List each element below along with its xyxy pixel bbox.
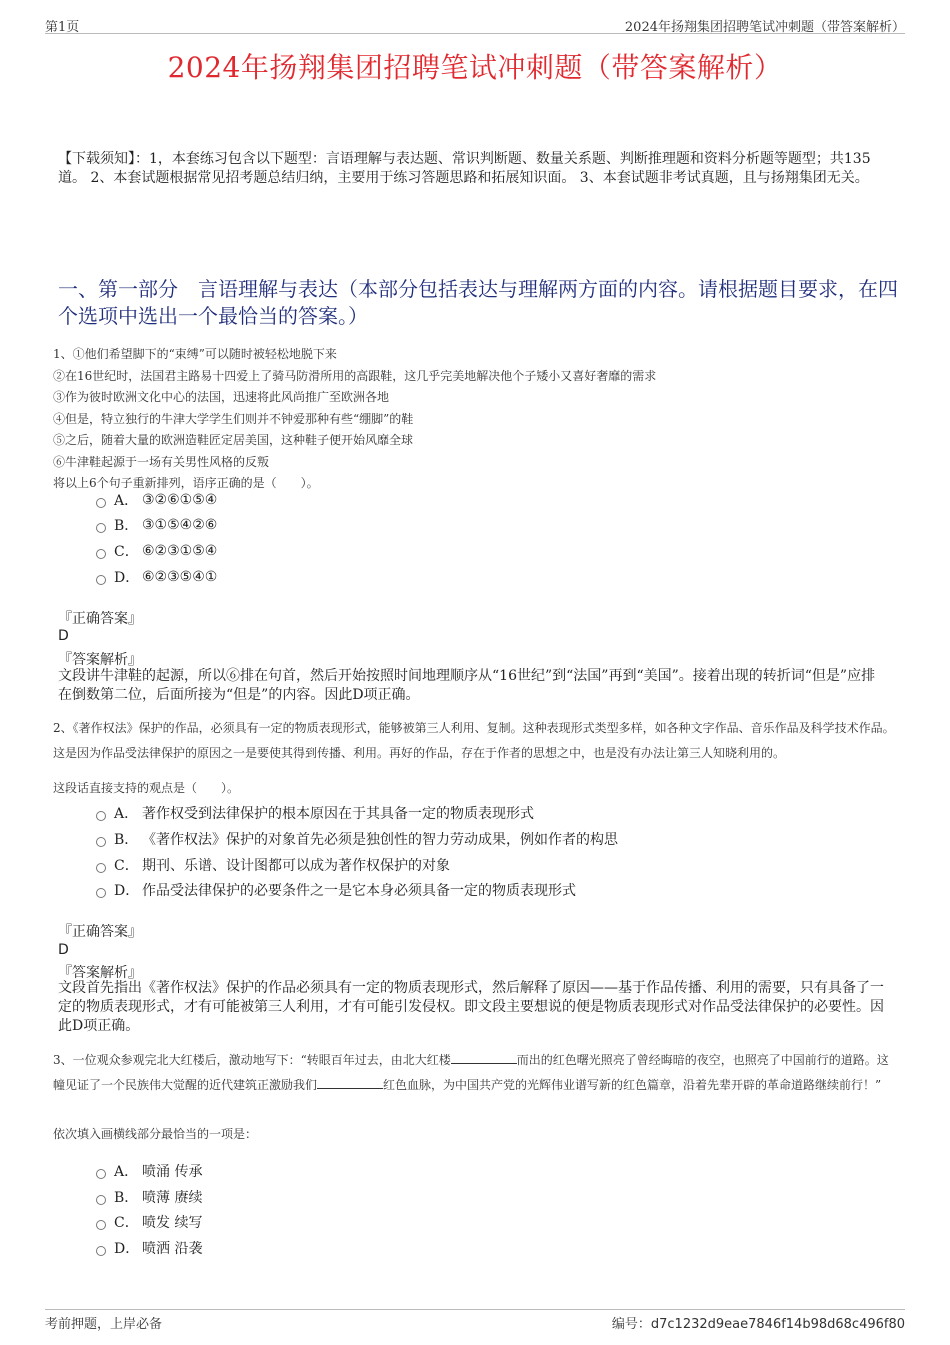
radio-icon[interactable] <box>96 523 106 533</box>
radio-icon[interactable] <box>96 1195 106 1205</box>
footer-slogan: 考前押题，上岸必备 <box>45 1317 163 1332</box>
option-letter: B． <box>114 832 139 848</box>
q2-question-text: 这段话直接支持的观点是（ ）。 <box>53 781 240 795</box>
q1-line: 1、①他们希望脚下的“束缚”可以随时被轻松地脱下来 <box>53 347 337 361</box>
option-text: 著作权受到法律保护的根本原因在于其具备一定的物质表现形式 <box>142 806 534 822</box>
radio-icon[interactable] <box>96 811 106 821</box>
q1-line: ⑥牛津鞋起源于一场有关男性风格的反叛 <box>53 454 270 469</box>
section-heading: 一、第一部分 言语理解与表达（本部分包括表达与理解两方面的内容。请根据题目要求，在四个选项中选出一个最恰当的答案。） <box>58 277 898 328</box>
radio-icon[interactable] <box>96 549 106 559</box>
q2-option-d[interactable] <box>96 880 576 900</box>
q2-answer: D <box>58 942 69 958</box>
option-letter: D． <box>114 883 140 899</box>
q1-line: ④但是，特立独行的牛津大学学生们则并不钟爱那种有些“绷脚”的鞋 <box>53 411 414 426</box>
q1-answer-label: 『正确答案』 <box>58 611 142 627</box>
q2-analysis-label: 『答案解析』 <box>58 965 142 981</box>
q3-option-d[interactable] <box>96 1238 202 1258</box>
option-letter: C． <box>114 1215 139 1231</box>
q3-stem-part: 3、一位观众参观完北大红楼后，激动地写下：“转眼百年过去，由北大红楼 <box>53 1053 451 1067</box>
q1-option-b[interactable] <box>96 515 217 535</box>
option-letter: D． <box>114 1241 140 1257</box>
q1-option-a[interactable] <box>96 490 217 510</box>
q2-answer-label: 『正确答案』 <box>58 924 142 940</box>
q1-answer: D <box>58 628 69 644</box>
q1-line: ③作为彼时欧洲文化中心的法国，迅速将此风尚推广至欧洲各地 <box>53 390 390 404</box>
q2-option-a[interactable] <box>96 803 534 823</box>
q3-option-c[interactable] <box>96 1212 202 1232</box>
q1-option-d[interactable] <box>96 567 217 587</box>
question-3-stem <box>53 1048 898 1098</box>
option-letter: C． <box>114 544 139 560</box>
q3-question-text: 依次填入画横线部分最恰当的一项是： <box>53 1127 258 1141</box>
option-text: 喷薄 赓续 <box>142 1190 203 1206</box>
option-letter: D． <box>114 570 140 586</box>
page-title: 2024年扬翔集团招聘笔试冲刺题（带答案解析） <box>167 51 783 84</box>
q2-option-c[interactable] <box>96 855 450 875</box>
q3-option-a[interactable] <box>96 1161 202 1181</box>
option-letter: A． <box>114 806 139 822</box>
radio-icon[interactable] <box>96 1169 106 1179</box>
footer-divider <box>45 1309 905 1310</box>
option-text: ⑥②③⑤④① <box>142 569 218 585</box>
q1-line: 将以上6个句子重新排列，语序正确的是（ ）。 <box>53 476 319 490</box>
option-text: 《著作权法》保护的对象首先必须是独创性的智力劳动成果，例如作者的构思 <box>142 832 618 848</box>
q1-option-c[interactable] <box>96 541 217 561</box>
q2-stem-text: 2、《著作权法》保护的作品，必须具有一定的物质表现形式，能够被第三人利用、复制。这种表现形式类型多样，如各种文字作品、音乐作品及科学技术作品。这是因为作品受法律保护的原因之一是要使其得到传播、利用。再好的作品，存在于作者的思想之中，也是没有办法让第三人知晓利用的。 <box>53 721 895 760</box>
option-text: 喷洒 沿袭 <box>142 1241 203 1257</box>
footer-code-value: d7c1232d9eae7846f14b98d68c496f80 <box>650 1317 905 1332</box>
q3-option-b[interactable] <box>96 1187 202 1207</box>
radio-icon[interactable] <box>96 837 106 847</box>
option-text: ③①⑤④②⑥ <box>142 517 218 533</box>
question-3-prompt <box>53 1124 898 1146</box>
question-2-stem <box>53 716 898 766</box>
option-text: 喷涌 传承 <box>142 1164 203 1180</box>
fill-blank[interactable] <box>451 1051 517 1064</box>
radio-icon[interactable] <box>96 575 106 585</box>
header-divider <box>45 33 905 34</box>
fill-blank[interactable] <box>317 1076 383 1089</box>
question-1-stem <box>53 344 898 495</box>
q1-line: ⑤之后，随着大量的欧洲造鞋匠定居美国，这种鞋子便开始风靡全球 <box>53 433 414 447</box>
radio-icon[interactable] <box>96 1220 106 1230</box>
question-2-prompt <box>53 778 898 800</box>
option-letter: B． <box>114 1190 139 1206</box>
option-text: ⑥②③①⑤④ <box>142 543 218 559</box>
option-letter: C． <box>114 858 139 874</box>
option-text: ③②⑥①⑤④ <box>142 492 218 508</box>
option-letter: A． <box>114 1164 139 1180</box>
radio-icon[interactable] <box>96 888 106 898</box>
download-notice: 【下载须知】：1，本套练习包含以下题型：言语理解与表达题、常识判断题、数量关系题、判断推理题和资料分析题等题型；共135道。 2、本套试题根据常见招考题总结归纳，主要用于练习答题思路和拓展知识面。 3、本套试题非考试真题，且与扬翔集团无关。 <box>58 151 871 186</box>
q1-analysis-label: 『答案解析』 <box>58 652 142 668</box>
option-text: 期刊、乐谱、设计图都可以成为著作权保护的对象 <box>142 858 450 874</box>
q2-analysis: 文段首先指出《著作权法》保护的作品必须具有一定的物质表现形式，然后解释了原因——基于作品传播、利用的需要，只有具备了一定的物质表现形式，才有可能被第三人利用，才有可能引发侵权。即文段主要想说的便是物质表现形式对作品受法律保护的必要性。因此D项正确。 <box>58 980 884 1034</box>
q3-stem-part: 红色血脉，为中国共产党的光辉伟业谱写新的红色篇章，沿着先辈开辟的革命道路继续前行！” <box>383 1078 882 1092</box>
radio-icon[interactable] <box>96 498 106 508</box>
radio-icon[interactable] <box>96 863 106 873</box>
footer-code-label: 编号： <box>611 1317 651 1332</box>
q1-line: ②在16世纪时，法国君主路易十四爱上了骑马防滑所用的高跟鞋，这几乎完美地解决他个子矮小又喜好奢靡的需求 <box>53 368 657 383</box>
option-letter: A． <box>114 493 139 509</box>
q1-analysis: 文段讲牛津鞋的起源，所以⑥排在句首，然后开始按照时间地理顺序从“16世纪”到“法国”再到“美国”。接着出现的转折词“但是”应排在倒数第二位，后面所接为“但是”的内容。因此D项正确。 <box>58 668 876 703</box>
footer-code <box>612 1313 905 1332</box>
radio-icon[interactable] <box>96 1246 106 1256</box>
q2-option-b[interactable] <box>96 829 618 849</box>
q3-stem-part: 而出的红色曙光照亮了曾经晦暗的夜空，也照亮了中国前行的道路。这幢见证了一个民族伟大觉醒的近代建筑正激励我们 <box>53 1053 889 1092</box>
option-letter: B． <box>114 518 139 534</box>
option-text: 作品受法律保护的必要条件之一是它本身必须具备一定的物质表现形式 <box>142 883 576 899</box>
option-text: 喷发 续写 <box>142 1215 203 1231</box>
header-doc-title: 2024年扬翔集团招聘笔试冲刺题（带答案解析） <box>624 20 905 35</box>
page-number: 第1页 <box>45 20 80 35</box>
